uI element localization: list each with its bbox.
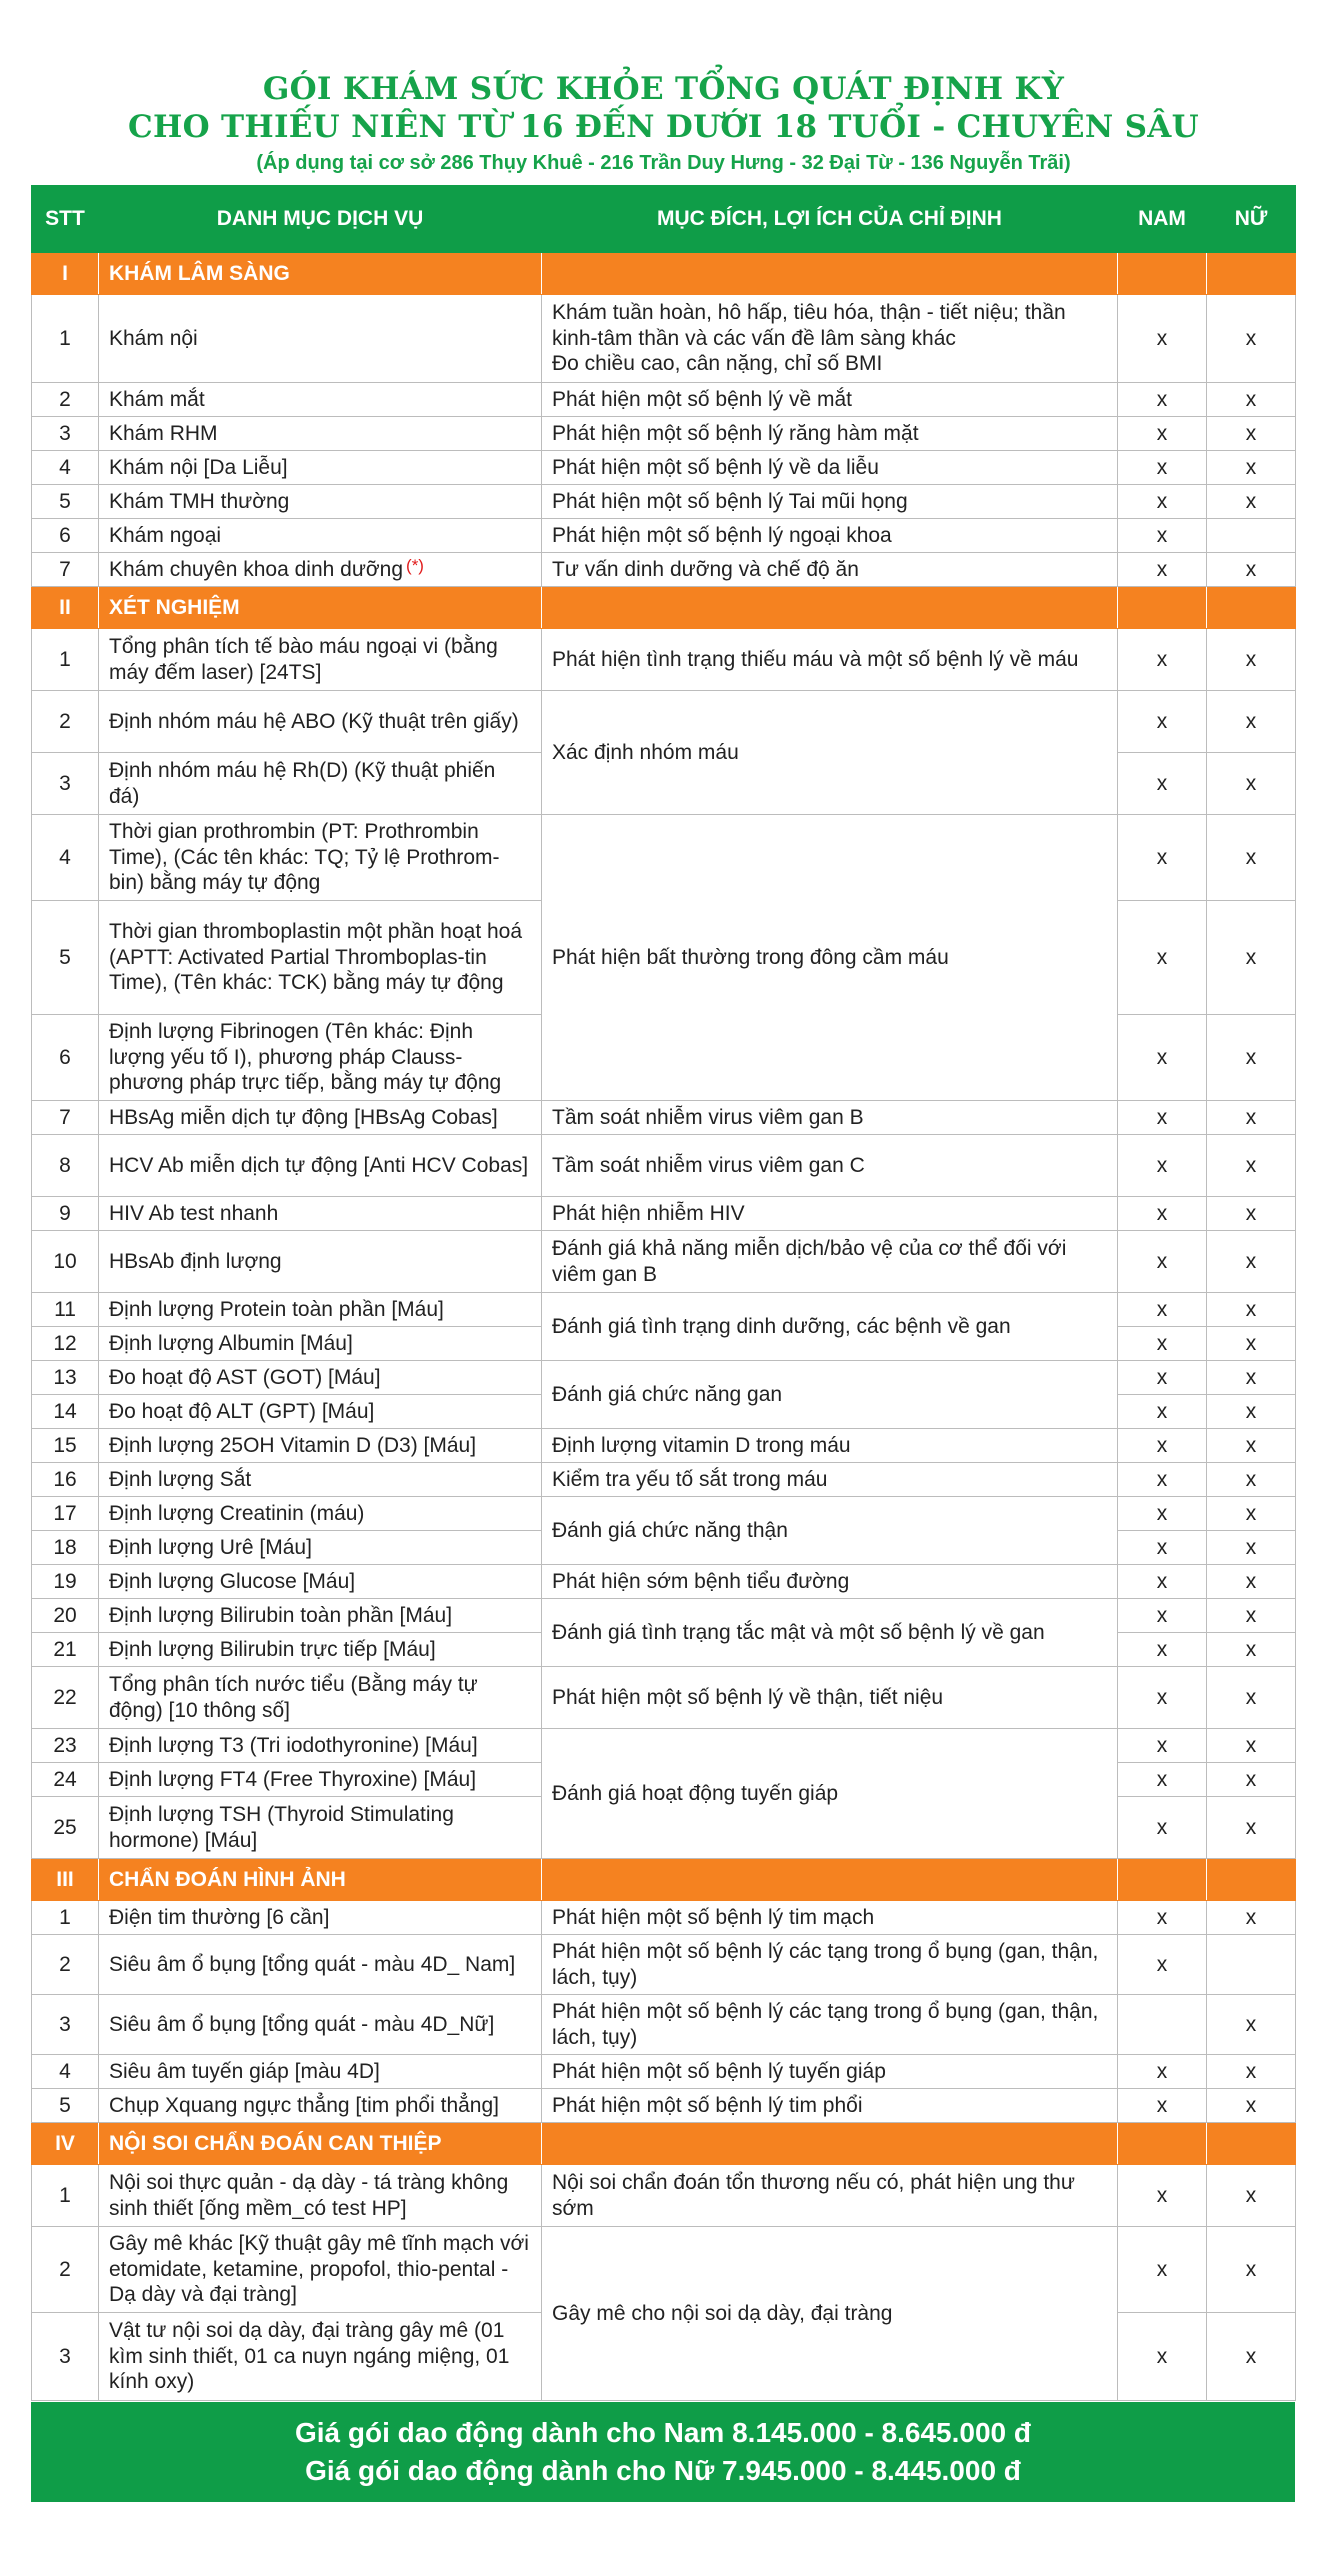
row-purpose: Nội soi chẩn đoán tổn thương nếu có, phát hiện ung thư sớm xyxy=(542,2165,1118,2227)
row-stt: 4 xyxy=(32,815,99,901)
table-row xyxy=(32,553,1296,587)
document-header xyxy=(0,70,1327,176)
table-row xyxy=(32,2055,1296,2089)
row-female: x xyxy=(1207,1395,1296,1429)
row-male: x xyxy=(1118,383,1207,417)
row-male: x xyxy=(1118,1361,1207,1395)
row-purpose: Phát hiện sớm bệnh tiểu đường xyxy=(542,1565,1118,1599)
row-service: Khám RHM xyxy=(99,417,542,451)
row-service: Định lượng Protein toàn phần [Máu] xyxy=(99,1293,542,1327)
row-male: x xyxy=(1118,553,1207,587)
row-female: x xyxy=(1207,1497,1296,1531)
row-purpose: Tầm soát nhiễm virus viêm gan B xyxy=(542,1101,1118,1135)
table-row xyxy=(32,1293,1296,1327)
service-table xyxy=(31,185,1296,2401)
row-female: x xyxy=(1207,2165,1296,2227)
row-service: Điện tim thường [6 cần] xyxy=(99,1901,542,1935)
row-female: x xyxy=(1207,691,1296,753)
row-female: x xyxy=(1207,1901,1296,1935)
row-male: x xyxy=(1118,1327,1207,1361)
table-row xyxy=(32,1935,1296,1995)
row-female: x xyxy=(1207,1361,1296,1395)
row-purpose: Phát hiện tình trạng thiếu máu và một số bệnh lý về máu xyxy=(542,629,1118,691)
row-service: Khám nội xyxy=(99,295,542,383)
row-purpose: Đánh giá khả năng miễn dịch/bảo vệ của cơ thể đối với viêm gan B xyxy=(542,1231,1118,1293)
row-service: Thời gian thromboplastin một phần hoạt hoá (APTT: Activated Partial Thromboplas-tin Time), (Tên khác: TCK) bằng máy tự động xyxy=(99,901,542,1015)
row-service: Khám mắt xyxy=(99,383,542,417)
table-row xyxy=(32,1901,1296,1935)
row-stt: 23 xyxy=(32,1729,99,1763)
table-row xyxy=(32,295,1296,383)
row-purpose: Tầm soát nhiễm virus viêm gan C xyxy=(542,1135,1118,1197)
row-female: x xyxy=(1207,1015,1296,1101)
table-row xyxy=(32,1667,1296,1729)
row-service: Định lượng FT4 (Free Thyroxine) [Máu] xyxy=(99,1763,542,1797)
row-purpose: Đánh giá chức năng gan xyxy=(542,1361,1118,1429)
row-male: x xyxy=(1118,629,1207,691)
row-stt: 5 xyxy=(32,2089,99,2123)
row-male: x xyxy=(1118,1763,1207,1797)
row-service: Siêu âm tuyến giáp [màu 4D] xyxy=(99,2055,542,2089)
row-stt: 3 xyxy=(32,2313,99,2401)
row-female: x xyxy=(1207,1565,1296,1599)
row-service: Định lượng TSH (Thyroid Stimulating hormone) [Máu] xyxy=(99,1797,542,1859)
row-purpose: Phát hiện một số bệnh lý về thận, tiết niệu xyxy=(542,1667,1118,1729)
row-stt: 3 xyxy=(32,1995,99,2055)
row-service: Định lượng Bilirubin trực tiếp [Máu] xyxy=(99,1633,542,1667)
row-service: Chụp Xquang ngực thẳng [tim phổi thẳng] xyxy=(99,2089,542,2123)
row-purpose: Tư vấn dinh dưỡng và chế độ ăn xyxy=(542,553,1118,587)
section-roman: III xyxy=(32,1859,99,1901)
row-service: Thời gian prothrombin (PT: Prothrombin Time), (Các tên khác: TQ; Tỷ lệ Prothrom-bin) bằng máy tự động xyxy=(99,815,542,901)
row-stt: 19 xyxy=(32,1565,99,1599)
row-female: x xyxy=(1207,451,1296,485)
row-stt: 2 xyxy=(32,2227,99,2313)
row-purpose: Phát hiện một số bệnh lý tim phổi xyxy=(542,2089,1118,2123)
table-header-row xyxy=(32,186,1296,253)
row-stt: 16 xyxy=(32,1463,99,1497)
row-stt: 1 xyxy=(32,295,99,383)
table-row xyxy=(32,815,1296,901)
row-service: Định lượng Sắt xyxy=(99,1463,542,1497)
row-male: x xyxy=(1118,1901,1207,1935)
row-purpose: Xác định nhóm máu xyxy=(542,691,1118,815)
row-stt: 4 xyxy=(32,2055,99,2089)
row-service: Gây mê khác [Kỹ thuật gây mê tĩnh mạch với etomidate, ketamine, propofol, thio-pental - Dạ dày và đại tràng] xyxy=(99,2227,542,2313)
row-purpose: Phát hiện một số bệnh lý ngoại khoa xyxy=(542,519,1118,553)
row-female: x xyxy=(1207,1231,1296,1293)
row-purpose: Đánh giá tình trạng dinh dưỡng, các bệnh về gan xyxy=(542,1293,1118,1361)
table-row xyxy=(32,1497,1296,1531)
row-service-text: Khám chuyên khoa dinh dưỡng xyxy=(109,557,404,581)
row-male: x xyxy=(1118,451,1207,485)
row-stt: 8 xyxy=(32,1135,99,1197)
row-stt: 3 xyxy=(32,417,99,451)
section-title: KHÁM LÂM SÀNG xyxy=(99,253,542,295)
table-row xyxy=(32,519,1296,553)
row-female: x xyxy=(1207,2055,1296,2089)
row-female xyxy=(1207,1935,1296,1995)
row-male: x xyxy=(1118,901,1207,1015)
row-stt: 18 xyxy=(32,1531,99,1565)
row-service: Định nhóm máu hệ ABO (Kỹ thuật trên giấy) xyxy=(99,691,542,753)
section-row-lab-tests xyxy=(32,587,1296,629)
table-row xyxy=(32,1231,1296,1293)
table-row xyxy=(32,2089,1296,2123)
section-title: XÉT NGHIỆM xyxy=(99,587,542,629)
table-row xyxy=(32,691,1296,753)
row-service: Định lượng Fibrinogen (Tên khác: Định lượng yếu tố I), phương pháp Clauss-phương pháp trực tiếp, bằng máy tự động xyxy=(99,1015,542,1101)
section-roman: IV xyxy=(32,2123,99,2165)
table-row xyxy=(32,1429,1296,1463)
row-female: x xyxy=(1207,1667,1296,1729)
row-male: x xyxy=(1118,295,1207,383)
row-female: x xyxy=(1207,2227,1296,2313)
row-stt: 7 xyxy=(32,1101,99,1135)
row-female: x xyxy=(1207,1101,1296,1135)
section-row-endoscopy xyxy=(32,2123,1296,2165)
row-stt: 12 xyxy=(32,1327,99,1361)
row-female: x xyxy=(1207,1293,1296,1327)
row-stt: 13 xyxy=(32,1361,99,1395)
table-row xyxy=(32,1101,1296,1135)
row-service: Định lượng Bilirubin toàn phần [Máu] xyxy=(99,1599,542,1633)
row-service: Khám nội [Da Liễu] xyxy=(99,451,542,485)
row-service: Định lượng 25OH Vitamin D (D3) [Máu] xyxy=(99,1429,542,1463)
row-stt: 15 xyxy=(32,1429,99,1463)
row-stt: 22 xyxy=(32,1667,99,1729)
row-male: x xyxy=(1118,485,1207,519)
row-purpose: Đánh giá tình trạng tắc mật và một số bệnh lý về gan xyxy=(542,1599,1118,1667)
row-purpose: Định lượng vitamin D trong máu xyxy=(542,1429,1118,1463)
title-line-2: CHO THIẾU NIÊN TỪ 16 ĐẾN DƯỚI 18 TUỔI - CHUYÊN SÂU xyxy=(128,109,1199,145)
row-stt: 14 xyxy=(32,1395,99,1429)
table-row xyxy=(32,1729,1296,1763)
row-female: x xyxy=(1207,1135,1296,1197)
row-purpose: Phát hiện một số bệnh lý tuyến giáp xyxy=(542,2055,1118,2089)
row-male: x xyxy=(1118,1293,1207,1327)
row-stt: 5 xyxy=(32,485,99,519)
col-header-stt: STT xyxy=(32,186,99,253)
row-stt: 10 xyxy=(32,1231,99,1293)
row-female: x xyxy=(1207,553,1296,587)
table-row xyxy=(32,629,1296,691)
row-male: x xyxy=(1118,1135,1207,1197)
table-row xyxy=(32,1995,1296,2055)
row-service: HBsAg miễn dịch tự động [HBsAg Cobas] xyxy=(99,1101,542,1135)
row-male: x xyxy=(1118,2165,1207,2227)
row-stt: 2 xyxy=(32,383,99,417)
row-stt: 5 xyxy=(32,901,99,1015)
section-title: NỘI SOI CHẨN ĐOÁN CAN THIỆP xyxy=(99,2123,542,2165)
row-male: x xyxy=(1118,519,1207,553)
row-female: x xyxy=(1207,629,1296,691)
row-male: x xyxy=(1118,1429,1207,1463)
table-row xyxy=(32,1599,1296,1633)
row-service: Định lượng Urê [Máu] xyxy=(99,1531,542,1565)
row-stt: 9 xyxy=(32,1197,99,1231)
row-male: x xyxy=(1118,1015,1207,1101)
row-service: HIV Ab test nhanh xyxy=(99,1197,542,1231)
row-purpose: Phát hiện một số bệnh lý tim mạch xyxy=(542,1901,1118,1935)
row-male: x xyxy=(1118,1497,1207,1531)
col-header-female: NỮ xyxy=(1207,186,1296,253)
row-male: x xyxy=(1118,1531,1207,1565)
section-roman: I xyxy=(32,253,99,295)
row-female: x xyxy=(1207,1797,1296,1859)
row-service: Định lượng Glucose [Máu] xyxy=(99,1565,542,1599)
row-female: x xyxy=(1207,815,1296,901)
row-service: Tổng phân tích tế bào máu ngoại vi (bằng máy đếm laser) [24TS] xyxy=(99,629,542,691)
row-service: Siêu âm ổ bụng [tổng quát - màu 4D_ Nam] xyxy=(99,1935,542,1995)
row-female: x xyxy=(1207,1429,1296,1463)
table-row xyxy=(32,1463,1296,1497)
row-male: x xyxy=(1118,1797,1207,1859)
row-service: Siêu âm ổ bụng [tổng quát - màu 4D_Nữ] xyxy=(99,1995,542,2055)
row-stt: 1 xyxy=(32,2165,99,2227)
row-male: x xyxy=(1118,2055,1207,2089)
row-stt: 20 xyxy=(32,1599,99,1633)
row-stt: 11 xyxy=(32,1293,99,1327)
row-purpose: Khám tuần hoàn, hô hấp, tiêu hóa, thận - tiết niệu; thần kinh-tâm thần và các vấn đề lâm sàng khác Đo chiều cao, cân nặng, chỉ số BMI xyxy=(542,295,1118,383)
row-female xyxy=(1207,519,1296,553)
row-stt: 24 xyxy=(32,1763,99,1797)
row-male: x xyxy=(1118,1395,1207,1429)
table-row xyxy=(32,1565,1296,1599)
row-stt: 1 xyxy=(32,1901,99,1935)
row-service: Định lượng Albumin [Máu] xyxy=(99,1327,542,1361)
row-stt: 2 xyxy=(32,691,99,753)
row-service: Đo hoạt độ ALT (GPT) [Máu] xyxy=(99,1395,542,1429)
row-male: x xyxy=(1118,691,1207,753)
row-female: x xyxy=(1207,1763,1296,1797)
col-header-service: DANH MỤC DỊCH VỤ xyxy=(99,186,542,253)
row-female: x xyxy=(1207,485,1296,519)
row-male: x xyxy=(1118,1667,1207,1729)
section-title: CHẨN ĐOÁN HÌNH ẢNH xyxy=(99,1859,542,1901)
row-male: x xyxy=(1118,1231,1207,1293)
table-row xyxy=(32,1197,1296,1231)
price-banner xyxy=(31,2402,1295,2502)
row-service: Nội soi thực quản - dạ dày - tá tràng không sinh thiết [ống mềm_có test HP] xyxy=(99,2165,542,2227)
table-row xyxy=(32,485,1296,519)
row-purpose: Phát hiện một số bệnh lý răng hàm mặt xyxy=(542,417,1118,451)
row-female: x xyxy=(1207,2313,1296,2401)
row-purpose: Phát hiện bất thường trong đông cầm máu xyxy=(542,815,1118,1101)
row-male: x xyxy=(1118,1463,1207,1497)
section-row-imaging xyxy=(32,1859,1296,1901)
row-purpose: Đánh giá chức năng thận xyxy=(542,1497,1118,1565)
table-row xyxy=(32,383,1296,417)
row-male: x xyxy=(1118,1197,1207,1231)
row-female: x xyxy=(1207,1729,1296,1763)
col-header-male: NAM xyxy=(1118,186,1207,253)
row-stt: 7 xyxy=(32,553,99,587)
row-purpose: Phát hiện một số bệnh lý các tạng trong ổ bụng (gan, thận, lách, tụy) xyxy=(542,1995,1118,2055)
row-female: x xyxy=(1207,1327,1296,1361)
row-stt: 25 xyxy=(32,1797,99,1859)
row-purpose: Phát hiện một số bệnh lý Tai mũi họng xyxy=(542,485,1118,519)
table-row xyxy=(32,451,1296,485)
row-stt: 17 xyxy=(32,1497,99,1531)
table-row xyxy=(32,2227,1296,2313)
row-male: x xyxy=(1118,1599,1207,1633)
row-female: x xyxy=(1207,295,1296,383)
row-male: x xyxy=(1118,1935,1207,1995)
row-male: x xyxy=(1118,1633,1207,1667)
row-male: x xyxy=(1118,753,1207,815)
row-female: x xyxy=(1207,1197,1296,1231)
row-stt: 21 xyxy=(32,1633,99,1667)
row-service: Khám TMH thường xyxy=(99,485,542,519)
row-stt: 4 xyxy=(32,451,99,485)
subtitle-locations: (Áp dụng tại cơ sở 286 Thụy Khuê - 216 Trần Duy Hưng - 32 Đại Từ - 136 Nguyễn Trãi) xyxy=(256,152,1071,174)
row-male: x xyxy=(1118,815,1207,901)
row-service: Định lượng T3 (Tri iodothyronine) [Máu] xyxy=(99,1729,542,1763)
title-line-1: GÓI KHÁM SỨC KHỎE TỔNG QUÁT ĐỊNH KỲ xyxy=(262,71,1065,107)
row-male: x xyxy=(1118,2089,1207,2123)
row-service: HCV Ab miễn dịch tự động [Anti HCV Cobas] xyxy=(99,1135,542,1197)
row-purpose: Đánh giá hoạt động tuyến giáp xyxy=(542,1729,1118,1859)
row-female: x xyxy=(1207,1463,1296,1497)
row-purpose: Phát hiện một số bệnh lý về mắt xyxy=(542,383,1118,417)
row-female: x xyxy=(1207,1633,1296,1667)
row-service: HBsAb định lượng xyxy=(99,1231,542,1293)
row-stt: 1 xyxy=(32,629,99,691)
row-purpose: Phát hiện nhiễm HIV xyxy=(542,1197,1118,1231)
row-purpose: Gây mê cho nội soi dạ dày, đại tràng xyxy=(542,2227,1118,2401)
row-female: x xyxy=(1207,1995,1296,2055)
row-female: x xyxy=(1207,417,1296,451)
table-row xyxy=(32,2165,1296,2227)
row-purpose: Phát hiện một số bệnh lý các tạng trong ổ bụng (gan, thận, lách, tụy) xyxy=(542,1935,1118,1995)
row-service: Đo hoạt độ AST (GOT) [Máu] xyxy=(99,1361,542,1395)
row-male xyxy=(1118,1995,1207,2055)
row-male: x xyxy=(1118,2313,1207,2401)
row-service: Vật tư nội soi dạ dày, đại tràng gây mê (01 kìm sinh thiết, 01 ca nuyn ngáng miệng, 01 kính oxy) xyxy=(99,2313,542,2401)
row-female: x xyxy=(1207,753,1296,815)
price-male: Giá gói dao động dành cho Nam 8.145.000 - 8.645.000 đ xyxy=(294,2417,1031,2448)
row-service: Tổng phân tích nước tiểu (Bằng máy tự động) [10 thông số] xyxy=(99,1667,542,1729)
row-male: x xyxy=(1118,1729,1207,1763)
row-female: x xyxy=(1207,383,1296,417)
price-female: Giá gói dao động dành cho Nữ 7.945.000 - 8.445.000 đ xyxy=(305,2455,1021,2486)
row-stt: 3 xyxy=(32,753,99,815)
table-row xyxy=(32,1135,1296,1197)
table-row xyxy=(32,1361,1296,1395)
row-male: x xyxy=(1118,1101,1207,1135)
col-header-purpose: MỤC ĐÍCH, LỢI ÍCH CỦA CHỈ ĐỊNH xyxy=(542,186,1118,253)
row-female: x xyxy=(1207,1599,1296,1633)
row-purpose: Phát hiện một số bệnh lý về da liễu xyxy=(542,451,1118,485)
row-female: x xyxy=(1207,1531,1296,1565)
section-row-clinical xyxy=(32,253,1296,295)
row-service: Định nhóm máu hệ Rh(D) (Kỹ thuật phiến đá) xyxy=(99,753,542,815)
row-female: x xyxy=(1207,901,1296,1015)
row-female: x xyxy=(1207,2089,1296,2123)
row-stt: 6 xyxy=(32,519,99,553)
row-male: x xyxy=(1118,417,1207,451)
row-service: Khám ngoại xyxy=(99,519,542,553)
row-purpose: Kiểm tra yếu tố sắt trong máu xyxy=(542,1463,1118,1497)
row-service: Định lượng Creatinin (máu) xyxy=(99,1497,542,1531)
row-stt: 6 xyxy=(32,1015,99,1101)
row-stt: 2 xyxy=(32,1935,99,1995)
row-male: x xyxy=(1118,1565,1207,1599)
table-row xyxy=(32,417,1296,451)
row-service xyxy=(99,553,542,587)
section-roman: II xyxy=(32,587,99,629)
row-male: x xyxy=(1118,2227,1207,2313)
footnote-star: (*) xyxy=(406,555,424,575)
